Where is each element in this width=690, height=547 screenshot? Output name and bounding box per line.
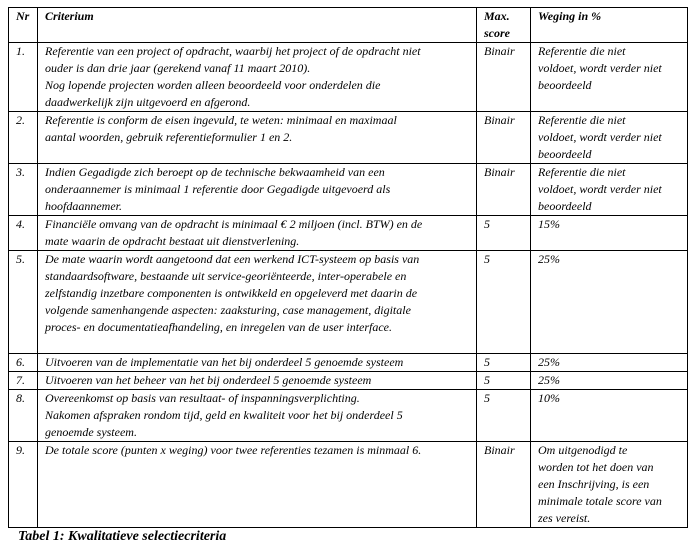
cell-criterium [38,390,477,442]
weging-line: voldoet, wordt verder niet [538,182,662,196]
cell-max-score: 5 [477,251,531,354]
cell-weging [531,112,688,164]
header-nr: Nr [9,8,38,43]
cell-criterium [38,112,477,164]
table-row [9,43,688,112]
weging-line: 25% [538,355,560,369]
criterium-line: ouder is dan drie jaar (gerekend vanaf 11 maart 2010). [45,61,311,75]
cell-weging [531,372,688,390]
criterium-line: Uitvoeren van het beheer van het bij onderdeel 5 genoemde systeem [45,373,372,387]
header-weging: Weging in % [531,8,688,43]
table-wrapper [8,7,687,546]
cell-max-score: Binair [477,164,531,216]
criterium-line: De mate waarin wordt aangetoond dat een werkend ICT-systeem op basis van [45,252,420,266]
weging-line: voldoet, wordt verder niet [538,61,662,75]
weging-line: beoordeeld [538,78,592,92]
weging-line: worden tot het doen van [538,460,654,474]
criterium-line: volgende samenhangende aspecten: zaaksturing, case management, digitale [45,303,411,317]
criterium-line: De totale score (punten x weging) voor twee referenties tezamen is minmaal 6. [45,443,422,457]
selection-criteria-table [8,7,688,528]
criterium-line: zelfstandig inzetbare componenten is ontwikkeld en opgeleverd met daarin de [45,286,418,300]
cell-weging [531,390,688,442]
cell-weging [531,216,688,251]
table-caption: Tabel 1: Kwalitatieve selectiecriteria [18,529,227,544]
cell-nr: 7. [9,372,38,390]
cell-criterium [38,354,477,372]
weging-line: 25% [538,252,560,266]
cell-criterium [38,251,477,354]
cell-max-score: 5 [477,216,531,251]
cell-nr: 3. [9,164,38,216]
weging-line: zes vereist. [538,511,591,525]
table-row [9,164,688,216]
header-max-score [477,8,531,43]
criterium-line: daadwerkelijk zijn uitgevoerd en afgerond. [45,95,251,109]
table-row [9,390,688,442]
table-row [9,354,688,372]
cell-criterium [38,442,477,528]
criterium-line: aantal woorden, gebruik referentieformulier 1 en 2. [45,130,293,144]
table-row [9,372,688,390]
cell-criterium [38,164,477,216]
cell-max-score: 5 [477,354,531,372]
weging-line: Referentie die niet [538,113,626,127]
criterium-line: genoemde systeem. [45,425,137,439]
criterium-line: Uitvoeren van de implementatie van het bij onderdeel 5 genoemde systeem [45,355,404,369]
header-max-score-line2: score [484,26,510,40]
criterium-line: Nog lopende projecten worden alleen beoordeeld voor onderdelen die [45,78,381,92]
cell-nr: 2. [9,112,38,164]
header-criterium: Criterium [38,8,477,43]
weging-line: beoordeeld [538,199,592,213]
cell-weging [531,164,688,216]
cell-weging [531,43,688,112]
cell-max-score: Binair [477,43,531,112]
cell-nr: 8. [9,390,38,442]
weging-line: voldoet, wordt verder niet [538,130,662,144]
weging-line: 15% [538,217,560,231]
weging-line: minimale totale score van [538,494,662,508]
cell-max-score: Binair [477,442,531,528]
table-row [9,112,688,164]
table-header-row [9,8,688,43]
table-row [9,216,688,251]
cell-max-score: 5 [477,372,531,390]
criterium-line: proces- en documentatieafhandeling, en inregelen van de user interface. [45,320,393,334]
criterium-line: Referentie is conform de eisen ingevuld, te weten: minimaal en maximaal [45,113,397,127]
criterium-line: mate waarin de opdracht bestaat uit dienstverlening. [45,234,300,248]
cell-weging [531,442,688,528]
cell-weging [531,251,688,354]
cell-weging [531,354,688,372]
criterium-line: Financiële omvang van de opdracht is minimaal € 2 miljoen (incl. BTW) en de [45,217,423,231]
weging-line: 25% [538,373,560,387]
criterium-line: Nakomen afspraken rondom tijd, geld en kwaliteit voor het bij onderdeel 5 [45,408,403,422]
weging-line: Referentie die niet [538,165,626,179]
cell-max-score: Binair [477,112,531,164]
criterium-line: Indien Gegadigde zich beroept op de technische bekwaamheid van een [45,165,385,179]
cell-nr: 1. [9,43,38,112]
cell-nr: 5. [9,251,38,354]
criterium-line: hoofdaannemer. [45,199,122,213]
weging-line: beoordeeld [538,147,592,161]
criterium-line: Referentie van een project of opdracht, waarbij het project of de opdracht niet [45,44,421,58]
cell-criterium [38,43,477,112]
weging-line: 10% [538,391,560,405]
cell-nr: 9. [9,442,38,528]
cell-criterium [38,216,477,251]
criterium-line: standaardsoftware, bestaande uit service-georiënteerde, inter-operabele en [45,269,407,283]
table-row [9,442,688,528]
weging-line: Referentie die niet [538,44,626,58]
cell-max-score: 5 [477,390,531,442]
weging-line: Om uitgenodigd te [538,443,628,457]
cell-nr: 6. [9,354,38,372]
cell-criterium [38,372,477,390]
table-row [9,251,688,354]
weging-line: een Inschrijving, is een [538,477,650,491]
criterium-line: Overeenkomst op basis van resultaat- of inspanningsverplichting. [45,391,360,405]
header-max-score-line1: Max. [484,9,510,23]
criterium-line: onderaannemer is minimaal 1 referentie door Gegadigde uitgevoerd als [45,182,391,196]
cell-nr: 4. [9,216,38,251]
